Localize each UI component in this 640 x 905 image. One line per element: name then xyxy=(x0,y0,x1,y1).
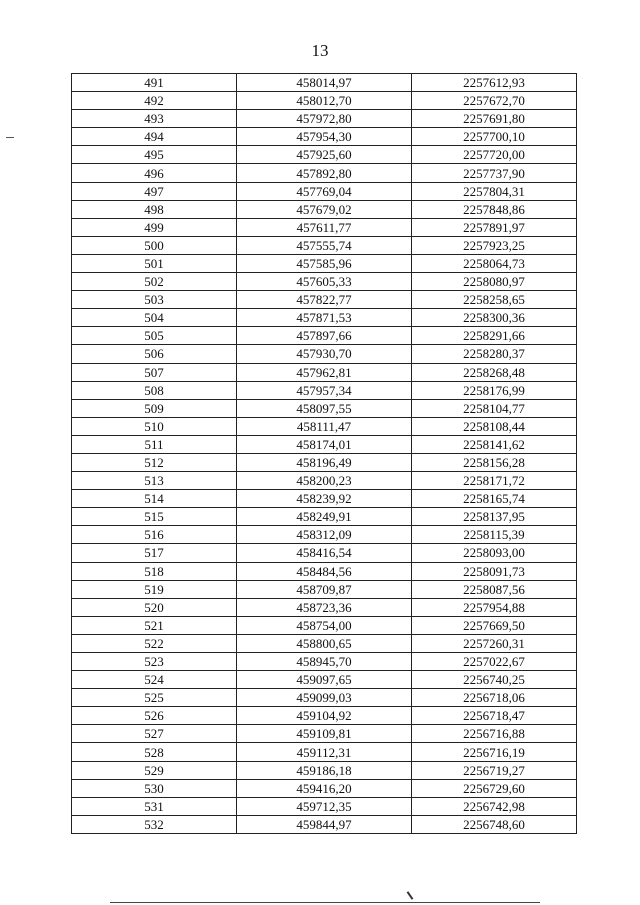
point-number-cell: 527 xyxy=(72,725,237,743)
table-row xyxy=(72,164,577,182)
point-number-cell: 529 xyxy=(72,761,237,779)
x-coordinate-cell: 457822,77 xyxy=(237,291,412,309)
table-row xyxy=(72,182,577,200)
y-coordinate-cell: 2257669,50 xyxy=(412,616,577,634)
table-row xyxy=(72,761,577,779)
x-coordinate-cell: 459416,20 xyxy=(237,779,412,797)
y-coordinate-cell: 2256718,47 xyxy=(412,707,577,725)
coordinates-table xyxy=(71,73,577,834)
point-number-cell: 499 xyxy=(72,218,237,236)
x-coordinate-cell: 458416,54 xyxy=(237,544,412,562)
point-number-cell: 494 xyxy=(72,128,237,146)
y-coordinate-cell: 2257260,31 xyxy=(412,634,577,652)
x-coordinate-cell: 459104,92 xyxy=(237,707,412,725)
y-coordinate-cell: 2256748,60 xyxy=(412,815,577,833)
x-coordinate-cell: 458709,87 xyxy=(237,580,412,598)
y-coordinate-cell: 2258258,65 xyxy=(412,291,577,309)
table-row xyxy=(72,598,577,616)
table-row xyxy=(72,634,577,652)
x-coordinate-cell: 457962,81 xyxy=(237,363,412,381)
table-row xyxy=(72,345,577,363)
table-row xyxy=(72,399,577,417)
x-coordinate-cell: 458200,23 xyxy=(237,472,412,490)
x-coordinate-cell: 459097,65 xyxy=(237,671,412,689)
x-coordinate-cell: 458014,97 xyxy=(237,74,412,92)
point-number-cell: 510 xyxy=(72,417,237,435)
point-number-cell: 496 xyxy=(72,164,237,182)
point-number-cell: 528 xyxy=(72,743,237,761)
table-row xyxy=(72,327,577,345)
point-number-cell: 513 xyxy=(72,472,237,490)
x-coordinate-cell: 457957,34 xyxy=(237,381,412,399)
point-number-cell: 531 xyxy=(72,797,237,815)
x-coordinate-cell: 458239,92 xyxy=(237,490,412,508)
point-number-cell: 525 xyxy=(72,689,237,707)
table-row xyxy=(72,200,577,218)
point-number-cell: 501 xyxy=(72,254,237,272)
x-coordinate-cell: 457954,30 xyxy=(237,128,412,146)
y-coordinate-cell: 2256729,60 xyxy=(412,779,577,797)
table-row xyxy=(72,254,577,272)
table-row xyxy=(72,526,577,544)
point-number-cell: 504 xyxy=(72,309,237,327)
y-coordinate-cell: 2258268,48 xyxy=(412,363,577,381)
point-number-cell: 507 xyxy=(72,363,237,381)
y-coordinate-cell: 2258064,73 xyxy=(412,254,577,272)
point-number-cell: 495 xyxy=(72,146,237,164)
table-row xyxy=(72,490,577,508)
table-row xyxy=(72,508,577,526)
y-coordinate-cell: 2256716,88 xyxy=(412,725,577,743)
point-number-cell: 514 xyxy=(72,490,237,508)
y-coordinate-cell: 2256719,27 xyxy=(412,761,577,779)
x-coordinate-cell: 457555,74 xyxy=(237,236,412,254)
scan-mark xyxy=(407,891,414,900)
point-number-cell: 522 xyxy=(72,634,237,652)
x-coordinate-cell: 457605,33 xyxy=(237,273,412,291)
point-number-cell: 516 xyxy=(72,526,237,544)
y-coordinate-cell: 2257954,88 xyxy=(412,598,577,616)
table-row xyxy=(72,146,577,164)
y-coordinate-cell: 2257891,97 xyxy=(412,218,577,236)
point-number-cell: 530 xyxy=(72,779,237,797)
x-coordinate-cell: 457871,53 xyxy=(237,309,412,327)
y-coordinate-cell: 2257672,70 xyxy=(412,92,577,110)
table-row xyxy=(72,309,577,327)
table-row xyxy=(72,417,577,435)
point-number-cell: 518 xyxy=(72,562,237,580)
table-row xyxy=(72,707,577,725)
y-coordinate-cell: 2258093,00 xyxy=(412,544,577,562)
point-number-cell: 503 xyxy=(72,291,237,309)
point-number-cell: 502 xyxy=(72,273,237,291)
point-number-cell: 505 xyxy=(72,327,237,345)
x-coordinate-cell: 458174,01 xyxy=(237,435,412,453)
y-coordinate-cell: 2258087,56 xyxy=(412,580,577,598)
y-coordinate-cell: 2258108,44 xyxy=(412,417,577,435)
y-coordinate-cell: 2256742,98 xyxy=(412,797,577,815)
table-row xyxy=(72,671,577,689)
x-coordinate-cell: 458484,56 xyxy=(237,562,412,580)
y-coordinate-cell: 2257848,86 xyxy=(412,200,577,218)
point-number-cell: 508 xyxy=(72,381,237,399)
table-row xyxy=(72,797,577,815)
point-number-cell: 506 xyxy=(72,345,237,363)
x-coordinate-cell: 458111,47 xyxy=(237,417,412,435)
table-row xyxy=(72,580,577,598)
y-coordinate-cell: 2258080,97 xyxy=(412,273,577,291)
x-coordinate-cell: 458945,70 xyxy=(237,653,412,671)
x-coordinate-cell: 459099,03 xyxy=(237,689,412,707)
table-row xyxy=(72,689,577,707)
table-row xyxy=(72,562,577,580)
page-number: 13 xyxy=(311,41,329,60)
point-number-cell: 500 xyxy=(72,236,237,254)
table-row xyxy=(72,236,577,254)
table-row xyxy=(72,453,577,471)
point-number-cell: 526 xyxy=(72,707,237,725)
x-coordinate-cell: 459109,81 xyxy=(237,725,412,743)
table-row xyxy=(72,815,577,833)
point-number-cell: 523 xyxy=(72,653,237,671)
coordinates-table-body xyxy=(72,74,577,834)
y-coordinate-cell: 2257720,00 xyxy=(412,146,577,164)
x-coordinate-cell: 457925,60 xyxy=(237,146,412,164)
x-coordinate-cell: 458249,91 xyxy=(237,508,412,526)
point-number-cell: 497 xyxy=(72,182,237,200)
x-coordinate-cell: 459712,35 xyxy=(237,797,412,815)
point-number-cell: 521 xyxy=(72,616,237,634)
x-coordinate-cell: 457897,66 xyxy=(237,327,412,345)
x-coordinate-cell: 458800,65 xyxy=(237,634,412,652)
table-row xyxy=(72,544,577,562)
table-row xyxy=(72,218,577,236)
point-number-cell: 532 xyxy=(72,815,237,833)
y-coordinate-cell: 2258104,77 xyxy=(412,399,577,417)
y-coordinate-cell: 2258176,99 xyxy=(412,381,577,399)
point-number-cell: 515 xyxy=(72,508,237,526)
table-row xyxy=(72,653,577,671)
table-row xyxy=(72,779,577,797)
y-coordinate-cell: 2256716,19 xyxy=(412,743,577,761)
y-coordinate-cell: 2257691,80 xyxy=(412,110,577,128)
point-number-cell: 524 xyxy=(72,671,237,689)
x-coordinate-cell: 457611,77 xyxy=(237,218,412,236)
point-number-cell: 491 xyxy=(72,74,237,92)
y-coordinate-cell: 2258137,95 xyxy=(412,508,577,526)
point-number-cell: 509 xyxy=(72,399,237,417)
y-coordinate-cell: 2258280,37 xyxy=(412,345,577,363)
point-number-cell: 512 xyxy=(72,453,237,471)
x-coordinate-cell: 457585,96 xyxy=(237,254,412,272)
point-number-cell: 498 xyxy=(72,200,237,218)
x-coordinate-cell: 458196,49 xyxy=(237,453,412,471)
table-row xyxy=(72,435,577,453)
y-coordinate-cell: 2258156,28 xyxy=(412,453,577,471)
y-coordinate-cell: 2258091,73 xyxy=(412,562,577,580)
y-coordinate-cell: 2257612,93 xyxy=(412,74,577,92)
point-number-cell: 493 xyxy=(72,110,237,128)
x-coordinate-cell: 457930,70 xyxy=(237,345,412,363)
table-row xyxy=(72,92,577,110)
table-row xyxy=(72,743,577,761)
y-coordinate-cell: 2258171,72 xyxy=(412,472,577,490)
x-coordinate-cell: 458723,36 xyxy=(237,598,412,616)
x-coordinate-cell: 457972,80 xyxy=(237,110,412,128)
y-coordinate-cell: 2258300,36 xyxy=(412,309,577,327)
x-coordinate-cell: 458012,70 xyxy=(237,92,412,110)
bottom-rule xyxy=(110,902,540,903)
y-coordinate-cell: 2257022,67 xyxy=(412,653,577,671)
x-coordinate-cell: 459186,18 xyxy=(237,761,412,779)
point-number-cell: 517 xyxy=(72,544,237,562)
x-coordinate-cell: 457769,04 xyxy=(237,182,412,200)
table-row xyxy=(72,128,577,146)
y-coordinate-cell: 2257923,25 xyxy=(412,236,577,254)
y-coordinate-cell: 2258115,39 xyxy=(412,526,577,544)
table-row xyxy=(72,74,577,92)
y-coordinate-cell: 2256718,06 xyxy=(412,689,577,707)
x-coordinate-cell: 459844,97 xyxy=(237,815,412,833)
margin-mark xyxy=(6,137,14,138)
y-coordinate-cell: 2257737,90 xyxy=(412,164,577,182)
x-coordinate-cell: 457679,02 xyxy=(237,200,412,218)
table-row xyxy=(72,363,577,381)
y-coordinate-cell: 2257700,10 xyxy=(412,128,577,146)
point-number-cell: 519 xyxy=(72,580,237,598)
point-number-cell: 511 xyxy=(72,435,237,453)
table-row xyxy=(72,291,577,309)
table-row xyxy=(72,616,577,634)
x-coordinate-cell: 458097,55 xyxy=(237,399,412,417)
point-number-cell: 520 xyxy=(72,598,237,616)
table-row xyxy=(72,725,577,743)
y-coordinate-cell: 2257804,31 xyxy=(412,182,577,200)
table-row xyxy=(72,110,577,128)
y-coordinate-cell: 2258141,62 xyxy=(412,435,577,453)
x-coordinate-cell: 458312,09 xyxy=(237,526,412,544)
table-row xyxy=(72,381,577,399)
y-coordinate-cell: 2258165,74 xyxy=(412,490,577,508)
x-coordinate-cell: 457892,80 xyxy=(237,164,412,182)
y-coordinate-cell: 2258291,66 xyxy=(412,327,577,345)
table-row xyxy=(72,472,577,490)
x-coordinate-cell: 458754,00 xyxy=(237,616,412,634)
point-number-cell: 492 xyxy=(72,92,237,110)
x-coordinate-cell: 459112,31 xyxy=(237,743,412,761)
table-row xyxy=(72,273,577,291)
y-coordinate-cell: 2256740,25 xyxy=(412,671,577,689)
